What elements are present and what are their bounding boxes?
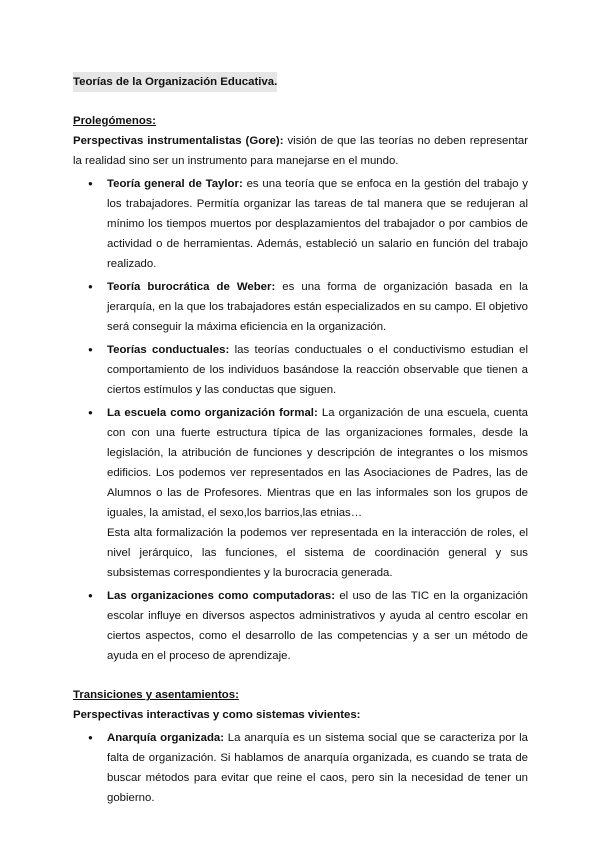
list-item-taylor bbox=[107, 174, 528, 274]
item-term: La escuela como organización formal: bbox=[107, 407, 318, 419]
intro-bold: Perspectivas instrumentalistas (Gore): bbox=[73, 135, 284, 147]
list-item-computadoras bbox=[107, 586, 528, 666]
item-text: las teorías conductuales o el conductivismo estudian el comportamiento de los individuos basándose la reacción observable que tienen a ciertos estímulos y las conductas que siguen. bbox=[107, 344, 528, 396]
item-text: La organización de una escuela, cuenta con con una fuerte estructura típica de las organizaciones formales, desde la legislación, la atribución de funciones y descripción de integrantes o los mismos edificios. Los podemos ver representados en las Asociaciones de Padres, las de Alumnos o las de Profesores. Mientras que en las informales son los grupos de iguales, la amistad, el sexo,los barrios,las etnias… bbox=[107, 407, 528, 519]
item-text-continued: Esta alta formalización la podemos ver representada en la interacción de roles, el nivel jerárquico, las funciones, el sistema de coordinación general y sus subsistemas correspondientes y la burocracia generada. bbox=[107, 527, 528, 579]
document-title: Teorías de la Organización Educativa. bbox=[73, 72, 277, 92]
item-term: Las organizaciones como computadoras: bbox=[107, 590, 336, 602]
list-item-weber bbox=[107, 277, 528, 337]
item-term: Teoría burocrática de Weber: bbox=[107, 281, 276, 293]
item-text: es una teoría que se enfoca en la gestión del trabajo y los trabajadores. Permitía organizar las tareas de tal manera que se redujeran al mínimo los tiempos muertos por desplazamientos del trabajador o por cambios de actividad o de herramientas. Además, estableció un salario en función del trabajo realizado. bbox=[107, 178, 528, 270]
document-page bbox=[73, 72, 528, 808]
item-term: Teoría general de Taylor: bbox=[107, 178, 243, 190]
theories-list bbox=[73, 174, 528, 666]
list-item-anarquia bbox=[107, 728, 528, 808]
section-heading-prolegomenos: Prolegómenos: bbox=[73, 115, 156, 127]
perspectives-list bbox=[73, 728, 528, 808]
section-subheading: Perspectivas interactivas y como sistemas vivientes: bbox=[73, 709, 361, 721]
section-heading-transiciones: Transiciones y asentamientos: bbox=[73, 689, 239, 701]
list-item-escuela bbox=[107, 403, 528, 583]
intro-text: visión de que las teorías no deben representar la realidad sino ser un instrumento para manejarse en el mundo. bbox=[73, 135, 529, 167]
intro-paragraph bbox=[73, 131, 528, 171]
item-text: el uso de las TIC en la organización escolar influye en diversos aspectos administrativos y ayuda al centro escolar en ciertos aspectos, como el desarrollo de las competencias y a ser un método de ayuda en el proceso de aprendizaje. bbox=[107, 590, 529, 662]
item-text: es una forma de organización basada en la jerarquía, en la que los trabajadores están especializados en su campo. El objetivo será conseguir la máxima eficiencia en la organización. bbox=[107, 281, 528, 333]
item-term: Anarquía organizada: bbox=[107, 732, 225, 744]
list-item-conductuales bbox=[107, 340, 528, 400]
item-term: Teorías conductuales: bbox=[107, 344, 230, 356]
item-text: La anarquía es un sistema social que se caracteriza por la falta de organización. Si hablamos de anarquía organizada, es cuando se trata de buscar métodos para evitar que reine el caos, pero sin la necesidad de tener un gobierno. bbox=[107, 732, 528, 804]
